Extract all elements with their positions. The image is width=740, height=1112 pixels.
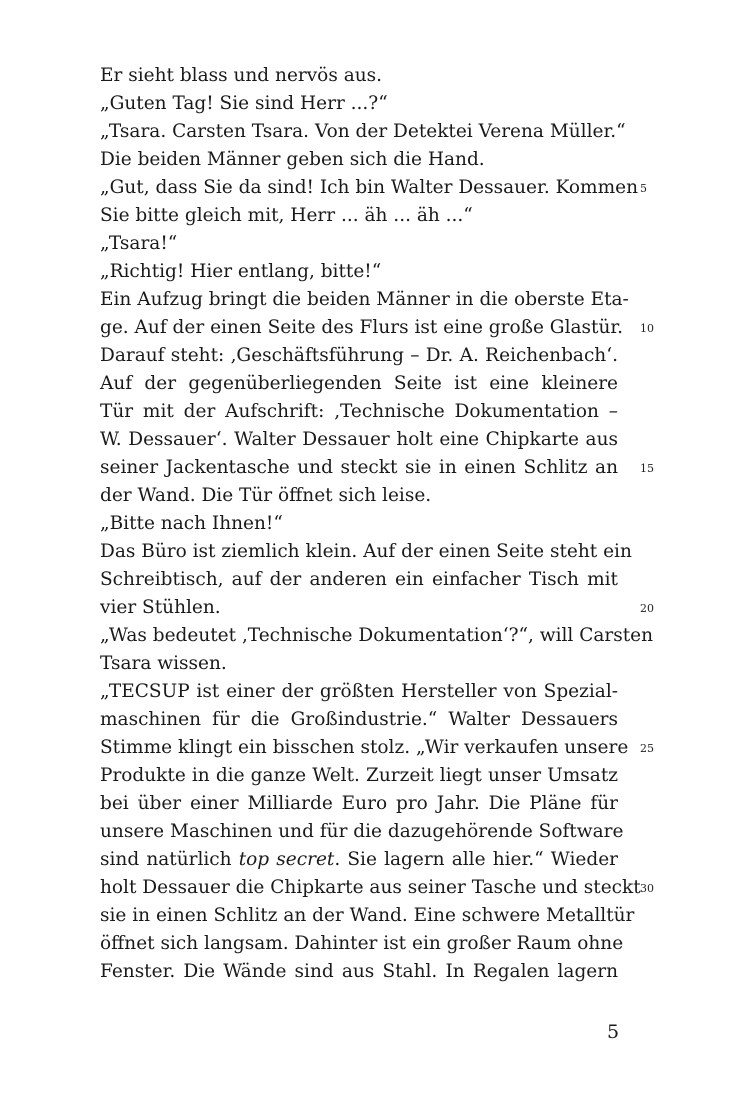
text-line bbox=[100, 538, 632, 566]
text-line-content: seiner Jackentasche und steckt sie in einen Schlitz an bbox=[100, 457, 618, 478]
text-line bbox=[100, 734, 654, 762]
text-line-content: W. Dessauer‘. Walter Dessauer holt eine Chipkarte aus bbox=[100, 429, 618, 450]
text-line-content: Sie bitte gleich mit, Herr ... äh ... äh ...“ bbox=[100, 205, 473, 226]
line-number: 25 bbox=[640, 742, 654, 755]
emphasized-text: top secret bbox=[238, 849, 335, 870]
text-line bbox=[100, 594, 654, 622]
text-line bbox=[100, 902, 635, 930]
text-line-content: „Was bedeutet ‚Technische Dokumentation‘?“, will Carsten bbox=[100, 625, 654, 646]
line-number: 5 bbox=[640, 182, 647, 195]
text-segment: . Sie lagern alle hier.“ Wieder bbox=[334, 849, 618, 870]
text-line-content: Tsara wissen. bbox=[100, 653, 227, 674]
text-line bbox=[100, 874, 654, 902]
text-line bbox=[100, 790, 618, 818]
text-line bbox=[100, 650, 618, 678]
text-line bbox=[100, 846, 618, 874]
text-line bbox=[100, 930, 624, 958]
text-line-content: Die beiden Männer geben sich die Hand. bbox=[100, 149, 485, 170]
text-segment: sind natürlich bbox=[100, 849, 239, 870]
line-number: 20 bbox=[640, 602, 654, 615]
text-line bbox=[100, 622, 654, 650]
text-line bbox=[100, 818, 624, 846]
line-number: 10 bbox=[640, 322, 654, 335]
text-line-content: sie in einen Schlitz an der Wand. Eine schwere Metalltür bbox=[100, 905, 635, 926]
body-text bbox=[100, 62, 654, 986]
text-line bbox=[100, 90, 618, 118]
text-line-content: bei über einer Milliarde Euro pro Jahr. Die Pläne für bbox=[100, 793, 618, 814]
text-line bbox=[100, 342, 618, 370]
text-line-content: öffnet sich langsam. Dahinter ist ein großer Raum ohne bbox=[100, 933, 624, 954]
text-line-content: „Bitte nach Ihnen!“ bbox=[100, 513, 283, 534]
text-line-content: „Tsara. Carsten Tsara. Von der Detektei Verena Müller.“ bbox=[100, 121, 626, 142]
line-number: 15 bbox=[640, 462, 654, 475]
text-line bbox=[100, 426, 618, 454]
text-line bbox=[100, 258, 618, 286]
text-line-content: Darauf steht: ‚Geschäftsführung – Dr. A. Reichenbach‘. bbox=[100, 345, 618, 366]
text-line bbox=[100, 202, 618, 230]
text-line-content: unsere Maschinen und für die dazugehörende Software bbox=[100, 821, 624, 842]
text-line bbox=[100, 62, 618, 90]
text-line bbox=[100, 454, 654, 482]
text-line-content: maschinen für die Großindustrie.“ Walter Dessauers bbox=[100, 709, 618, 730]
text-line-content: holt Dessauer die Chipkarte aus seiner Tasche und steckt bbox=[100, 877, 641, 898]
text-line bbox=[100, 118, 626, 146]
text-line bbox=[100, 678, 618, 706]
line-number: 30 bbox=[640, 882, 654, 895]
text-line bbox=[100, 398, 618, 426]
text-line-content: Produkte in die ganze Welt. Zurzeit liegt unser Umsatz bbox=[100, 765, 618, 786]
text-line bbox=[100, 510, 618, 538]
text-line-content: Er sieht blass und nervös aus. bbox=[100, 65, 383, 86]
text-line bbox=[100, 706, 618, 734]
text-line-content: „Guten Tag! Sie sind Herr ...?“ bbox=[100, 93, 388, 114]
text-line-content: der Wand. Die Tür öffnet sich leise. bbox=[100, 485, 432, 506]
text-line-content: ge. Auf der einen Seite des Flurs ist eine große Glastür. bbox=[100, 317, 624, 338]
text-line-content: vier Stühlen. bbox=[100, 597, 221, 618]
text-line bbox=[100, 146, 618, 174]
text-line bbox=[100, 314, 654, 342]
text-line bbox=[100, 958, 618, 986]
text-line bbox=[100, 762, 618, 790]
text-line-content: „Richtig! Hier entlang, bitte!“ bbox=[100, 261, 382, 282]
text-line bbox=[100, 370, 618, 398]
text-line-content bbox=[100, 846, 618, 874]
page-number: 5 bbox=[607, 1021, 620, 1043]
text-line-content: Tür mit der Aufschrift: ‚Technische Dokumentation – bbox=[100, 401, 618, 422]
text-line-content: „TECSUP ist einer der größten Hersteller von Spezial- bbox=[100, 681, 618, 702]
text-line bbox=[100, 174, 647, 202]
text-line-content: Ein Aufzug bringt die beiden Männer in die oberste Eta- bbox=[100, 289, 629, 310]
text-line-content: „Tsara!“ bbox=[100, 233, 178, 254]
text-line-content: „Gut, dass Sie da sind! Ich bin Walter Dessauer. Kommen bbox=[100, 177, 638, 198]
text-line bbox=[100, 482, 618, 510]
text-line bbox=[100, 230, 618, 258]
text-line-content: Stimme klingt ein bisschen stolz. „Wir verkaufen unsere bbox=[100, 737, 629, 758]
text-line-content: Schreibtisch, auf der anderen ein einfacher Tisch mit bbox=[100, 569, 618, 590]
text-line-content: Auf der gegenüberliegenden Seite ist eine kleinere bbox=[100, 373, 618, 394]
text-line bbox=[100, 286, 629, 314]
text-line-content: Fenster. Die Wände sind aus Stahl. In Regalen lagern bbox=[100, 961, 618, 982]
text-line bbox=[100, 566, 618, 594]
text-line-content: Das Büro ist ziemlich klein. Auf der einen Seite steht ein bbox=[100, 541, 632, 562]
